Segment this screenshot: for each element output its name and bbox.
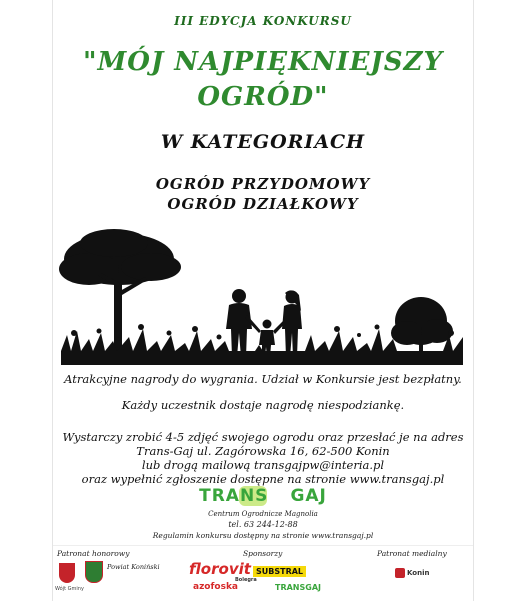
surprise-text: Każdy uczestnik dostaje nagrodę niespodziankę. [121, 398, 405, 412]
sponsors-label: Sponsorzy [243, 549, 283, 558]
patrons-footer [53, 545, 473, 602]
sponsor-azofoska: azofoska [193, 582, 239, 592]
media-partner-name: Konin [407, 569, 430, 577]
categories-heading: W KATEGORIACH [160, 131, 366, 153]
rules-text: Regulamin konkursu dostępny na stronie www.transgaj.pl [152, 531, 374, 540]
commune-crest-icon [59, 563, 75, 583]
tree-right [391, 297, 453, 353]
category-home-garden: OGRÓD PRZYDOMOWY [155, 175, 371, 193]
media-logo-icon [395, 568, 405, 578]
media-patronage-label: Patronat medialny [377, 549, 447, 558]
honorary-patronage-label: Patronat honorowy [57, 549, 130, 558]
family-silhouette [226, 289, 302, 357]
prizes-text: Atrakcyjne nagrody do wygrania. Udział w Konkursie jest bezpłatny. [64, 372, 462, 386]
edition-label: III EDYCJA KONKURSU [174, 14, 352, 28]
county-crest-icon [85, 561, 103, 583]
garden-silhouette-illustration [59, 225, 465, 365]
poster [52, 0, 474, 601]
contest-title-line-1: "MÓJ NAJPIĘKNIEJSZY [82, 47, 444, 77]
address-line: Trans-Gaj ul. Zagórowska 16, 62-500 Konin [136, 444, 390, 458]
logo-text-left: TRANS [199, 486, 269, 506]
category-allotment-garden: OGRÓD DZIAŁKOWY [167, 195, 359, 213]
logo-text-right: GAJ [290, 486, 327, 506]
sponsor-transgaj: TRANSGAJ [275, 583, 321, 592]
sponsor-florovit: florovit [189, 560, 251, 578]
county-name: Powiat Koniński [107, 563, 160, 571]
sponsor-bolegra: Bolegra [235, 577, 257, 583]
organizer-phone: tel. 63 244-12-88 [228, 520, 298, 529]
contest-title-line-2: OGRÓD" [197, 82, 329, 112]
commune-crest-caption: Wójt Gminy [55, 586, 84, 592]
instruction-line: Wystarczy zrobić 4-5 zdjęć swojego ogrodu oraz przesłać je na adres [62, 430, 464, 444]
email-line: lub drogą mailową transgajpw@interia.pl [141, 458, 385, 472]
organizer-name: Centrum Ogrodnicze Magnolia [208, 510, 318, 518]
transgaj-logo [193, 486, 333, 508]
website-line: oraz wypełnić zgłoszenie dostępne na stronie www.transgaj.pl [81, 472, 445, 486]
sponsor-substral: SUBSTRAL [253, 566, 306, 577]
